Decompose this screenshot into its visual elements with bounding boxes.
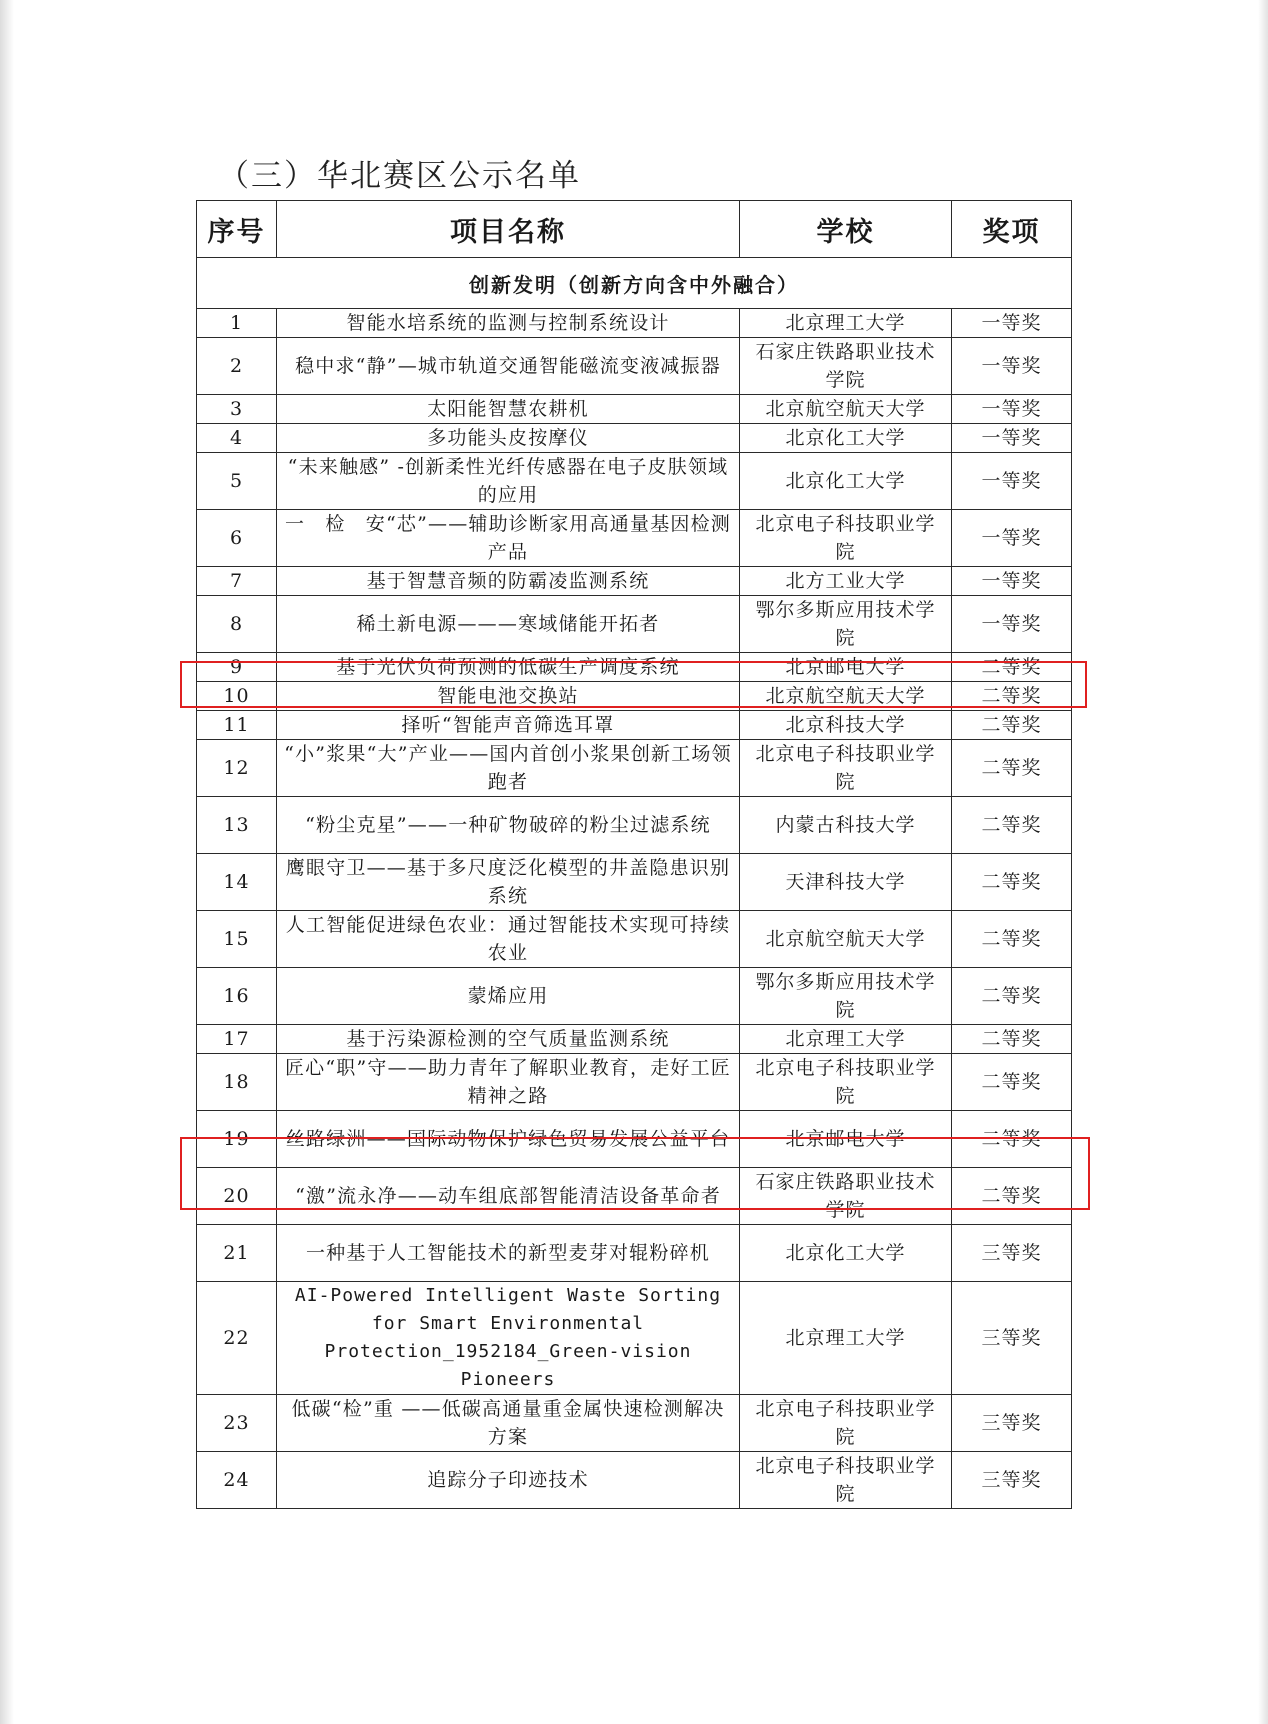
row-no: 18 bbox=[197, 1054, 277, 1111]
row-school: 北京电子科技职业学院 bbox=[740, 1395, 952, 1452]
row-award: 一等奖 bbox=[952, 453, 1072, 510]
row-school: 北京航空航天大学 bbox=[740, 682, 952, 711]
header-no: 序号 bbox=[197, 201, 277, 258]
row-award: 二等奖 bbox=[952, 968, 1072, 1025]
row-school: 鄂尔多斯应用技术学院 bbox=[740, 968, 952, 1025]
header-school: 学校 bbox=[740, 201, 952, 258]
row-school: 北方工业大学 bbox=[740, 567, 952, 596]
row-no: 24 bbox=[197, 1452, 277, 1509]
row-award: 一等奖 bbox=[952, 395, 1072, 424]
table-row bbox=[197, 711, 1072, 740]
row-award: 一等奖 bbox=[952, 510, 1072, 567]
row-project-name: 人工智能促进绿色农业：通过智能技术实现可持续农业 bbox=[277, 911, 740, 968]
row-school: 北京化工大学 bbox=[740, 453, 952, 510]
row-project-name: “未来触感” -创新柔性光纤传感器在电子皮肤领域的应用 bbox=[277, 453, 740, 510]
row-no: 1 bbox=[197, 309, 277, 338]
row-project-name: 基于污染源检测的空气质量监测系统 bbox=[277, 1025, 740, 1054]
row-project-name: 智能电池交换站 bbox=[277, 682, 740, 711]
row-award: 二等奖 bbox=[952, 854, 1072, 911]
row-no: 17 bbox=[197, 1025, 277, 1054]
row-award: 一等奖 bbox=[952, 338, 1072, 395]
page-edge-right bbox=[1258, 0, 1268, 1724]
row-no: 9 bbox=[197, 653, 277, 682]
row-award: 二等奖 bbox=[952, 911, 1072, 968]
category-row bbox=[197, 258, 1072, 309]
row-school: 北京电子科技职业学院 bbox=[740, 740, 952, 797]
row-award: 二等奖 bbox=[952, 1111, 1072, 1168]
row-school: 北京航空航天大学 bbox=[740, 911, 952, 968]
table-row bbox=[197, 1282, 1072, 1395]
row-no: 8 bbox=[197, 596, 277, 653]
row-award: 二等奖 bbox=[952, 682, 1072, 711]
table-row bbox=[197, 1452, 1072, 1509]
row-award: 二等奖 bbox=[952, 797, 1072, 854]
row-award: 二等奖 bbox=[952, 1025, 1072, 1054]
row-no: 14 bbox=[197, 854, 277, 911]
row-project-name: 一种基于人工智能技术的新型麦芽对辊粉碎机 bbox=[277, 1225, 740, 1282]
row-project-name: 择听“智能声音筛选耳罩 bbox=[277, 711, 740, 740]
row-no: 21 bbox=[197, 1225, 277, 1282]
page-edge-left bbox=[0, 0, 14, 1724]
row-no: 22 bbox=[197, 1282, 277, 1395]
table-row bbox=[197, 453, 1072, 510]
header-name: 项目名称 bbox=[277, 201, 740, 258]
highlight-box-row-19 bbox=[180, 1137, 1090, 1210]
row-project-name: 蒙烯应用 bbox=[277, 968, 740, 1025]
category-label: 创新发明（创新方向含中外融合） bbox=[197, 258, 1072, 309]
table-row bbox=[197, 1225, 1072, 1282]
row-project-name: 稳中求“静”—城市轨道交通智能磁流变液减振器 bbox=[277, 338, 740, 395]
row-no: 5 bbox=[197, 453, 277, 510]
header-award: 奖项 bbox=[952, 201, 1072, 258]
row-school: 北京理工大学 bbox=[740, 1025, 952, 1054]
table-row bbox=[197, 854, 1072, 911]
row-project-name: 低碳“检”重 ——低碳高通量重金属快速检测解决方案 bbox=[277, 1395, 740, 1452]
row-school: 北京电子科技职业学院 bbox=[740, 1054, 952, 1111]
row-project-name: 基于智慧音频的防霸凌监测系统 bbox=[277, 567, 740, 596]
table-row bbox=[197, 968, 1072, 1025]
row-no: 12 bbox=[197, 740, 277, 797]
row-school: 北京电子科技职业学院 bbox=[740, 1452, 952, 1509]
row-award: 一等奖 bbox=[952, 567, 1072, 596]
row-school: 北京邮电大学 bbox=[740, 653, 952, 682]
row-no: 19 bbox=[197, 1111, 277, 1168]
row-no: 7 bbox=[197, 567, 277, 596]
table-row bbox=[197, 740, 1072, 797]
table-row bbox=[197, 567, 1072, 596]
row-award: 一等奖 bbox=[952, 309, 1072, 338]
row-project-name: 稀土新电源———寒域储能开拓者 bbox=[277, 596, 740, 653]
row-award: 三等奖 bbox=[952, 1452, 1072, 1509]
row-school: 内蒙古科技大学 bbox=[740, 797, 952, 854]
row-school: 北京理工大学 bbox=[740, 1282, 952, 1395]
row-school: 北京航空航天大学 bbox=[740, 395, 952, 424]
row-no: 16 bbox=[197, 968, 277, 1025]
row-project-name: 多功能头皮按摩仪 bbox=[277, 424, 740, 453]
row-award: 二等奖 bbox=[952, 711, 1072, 740]
award-table bbox=[196, 200, 1072, 1509]
row-award: 一等奖 bbox=[952, 596, 1072, 653]
row-no: 13 bbox=[197, 797, 277, 854]
table-row bbox=[197, 1054, 1072, 1111]
row-project-name: 鹰眼守卫——基于多尺度泛化模型的井盖隐患识别系统 bbox=[277, 854, 740, 911]
row-award: 二等奖 bbox=[952, 1168, 1072, 1225]
row-project-name: “小”浆果“大”产业——国内首创小浆果创新工场领跑者 bbox=[277, 740, 740, 797]
row-school: 鄂尔多斯应用技术学院 bbox=[740, 596, 952, 653]
row-project-name: 一 检 安“芯”——辅助诊断家用高通量基因检测产品 bbox=[277, 510, 740, 567]
table-row bbox=[197, 1395, 1072, 1452]
row-school: 北京理工大学 bbox=[740, 309, 952, 338]
row-school: 北京科技大学 bbox=[740, 711, 952, 740]
row-no: 11 bbox=[197, 711, 277, 740]
row-school: 石家庄铁路职业技术学院 bbox=[740, 1168, 952, 1225]
row-school: 北京邮电大学 bbox=[740, 1111, 952, 1168]
table-row bbox=[197, 1025, 1072, 1054]
row-project-name: 追踪分子印迹技术 bbox=[277, 1452, 740, 1509]
row-school: 北京化工大学 bbox=[740, 424, 952, 453]
row-project-name: 智能水培系统的监测与控制系统设计 bbox=[277, 309, 740, 338]
row-no: 3 bbox=[197, 395, 277, 424]
row-award: 三等奖 bbox=[952, 1395, 1072, 1452]
row-award: 三等奖 bbox=[952, 1282, 1072, 1395]
table-row bbox=[197, 395, 1072, 424]
row-award: 三等奖 bbox=[952, 1225, 1072, 1282]
row-school: 北京化工大学 bbox=[740, 1225, 952, 1282]
row-award: 二等奖 bbox=[952, 1054, 1072, 1111]
row-school: 天津科技大学 bbox=[740, 854, 952, 911]
row-school: 石家庄铁路职业技术学院 bbox=[740, 338, 952, 395]
row-project-name: 基于光伏负荷预测的低碳生产调度系统 bbox=[277, 653, 740, 682]
highlight-box-row-9 bbox=[180, 661, 1087, 708]
row-no: 23 bbox=[197, 1395, 277, 1452]
row-school: 北京电子科技职业学院 bbox=[740, 510, 952, 567]
row-no: 4 bbox=[197, 424, 277, 453]
table-row bbox=[197, 596, 1072, 653]
table-row bbox=[197, 911, 1072, 968]
header-row bbox=[197, 201, 1072, 258]
row-award: 一等奖 bbox=[952, 424, 1072, 453]
table-row bbox=[197, 338, 1072, 395]
row-no: 15 bbox=[197, 911, 277, 968]
row-project-name: “粉尘克星”——一种矿物破碎的粉尘过滤系统 bbox=[277, 797, 740, 854]
row-project-name: 丝路绿洲——国际动物保护绿色贸易发展公益平台 bbox=[277, 1111, 740, 1168]
row-award: 二等奖 bbox=[952, 653, 1072, 682]
table-row bbox=[197, 797, 1072, 854]
row-project-name: 太阳能智慧农耕机 bbox=[277, 395, 740, 424]
table-row bbox=[197, 424, 1072, 453]
row-project-name: AI-Powered Intelligent Waste Sorting for Smart Environmental Protection_1952184_Green-vision Pioneers bbox=[277, 1282, 740, 1395]
row-no: 20 bbox=[197, 1168, 277, 1225]
row-award: 二等奖 bbox=[952, 740, 1072, 797]
row-project-name: “激”流永净——动车组底部智能清洁设备革命者 bbox=[277, 1168, 740, 1225]
section-title: （三）华北赛区公示名单 bbox=[218, 158, 581, 194]
table-row bbox=[197, 510, 1072, 567]
table-row bbox=[197, 309, 1072, 338]
row-no: 6 bbox=[197, 510, 277, 567]
row-project-name: 匠心“职”守——助力青年了解职业教育，走好工匠精神之路 bbox=[277, 1054, 740, 1111]
row-no: 2 bbox=[197, 338, 277, 395]
row-no: 10 bbox=[197, 682, 277, 711]
